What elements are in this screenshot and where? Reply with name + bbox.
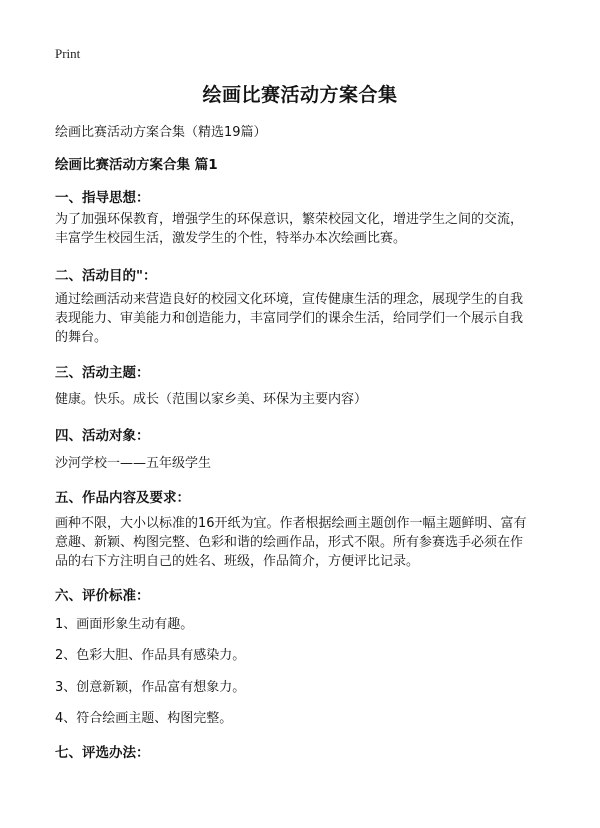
section-heading-guiding-ideology: 一、指导思想： — [55, 190, 150, 206]
section-heading-purpose: 二、活动目的"： — [55, 268, 157, 284]
list-item: 1、画面形象生动有趣。 — [55, 617, 194, 632]
page-title: 绘画比赛活动方案合集 — [202, 84, 398, 106]
section-heading-criteria: 六、评价标准： — [55, 588, 150, 604]
criteria-item — [55, 678, 551, 697]
section-body-participants — [55, 454, 551, 473]
paragraph-line: 健康。快乐。成长（范围以家乡美、环保为主要内容） — [55, 392, 368, 407]
section-body-theme — [55, 390, 551, 409]
section-body-purpose — [55, 290, 551, 347]
paragraph-line: 为了加强环保教育，增强学生的环保意识，繁荣校园文化，增进学生之间的交流， — [55, 212, 524, 227]
section-body-requirements — [55, 514, 551, 571]
document-subtitle: 绘画比赛活动方案合集（精选19篇） — [55, 125, 267, 140]
paragraph-line: 品的右下方注明自己的姓名、班级，作品简介，方便评比记录。 — [55, 554, 420, 569]
section-body-guiding-ideology — [55, 210, 551, 248]
paragraph-line: 画种不限，大小以标准的16开纸为宜。作者根据绘画主题创作一幅主题鲜明、富有 — [55, 516, 527, 531]
criteria-item — [55, 709, 551, 728]
criteria-item — [55, 615, 551, 634]
list-item: 4、符合绘画主题、构图完整。 — [55, 711, 233, 726]
section-heading-theme: 三、活动主题： — [55, 365, 150, 381]
criteria-item — [55, 646, 551, 665]
paragraph-line: 表现能力、审美能力和创造能力，丰富同学们的课余生活，给同学们一个展示自我 — [55, 311, 524, 326]
paragraph-line: 丰富学生校园生活，激发学生的个性，特举办本次绘画比赛。 — [55, 231, 407, 246]
paragraph-line: 通过绘画活动来营造良好的校园文化环境，宣传健康生活的理念，展现学生的自我 — [55, 292, 524, 307]
print-link[interactable]: Print — [55, 46, 81, 61]
article-heading: 绘画比赛活动方案合集 篇1 — [55, 157, 218, 173]
paragraph-line: 的舞台。 — [55, 330, 108, 345]
section-heading-selection: 七、评选办法： — [55, 745, 150, 761]
paragraph-line: 意趣、新颖、构图完整、色彩和谐的绘画作品，形式不限。所有参赛选手必须在作 — [55, 535, 524, 550]
section-heading-requirements: 五、作品内容及要求： — [55, 490, 190, 506]
section-heading-participants: 四、活动对象： — [55, 428, 150, 444]
paragraph-line: 沙河学校一——五年级学生 — [55, 456, 212, 471]
list-item: 3、创意新颖，作品富有想象力。 — [55, 680, 246, 695]
list-item: 2、色彩大胆、作品具有感染力。 — [55, 648, 246, 663]
